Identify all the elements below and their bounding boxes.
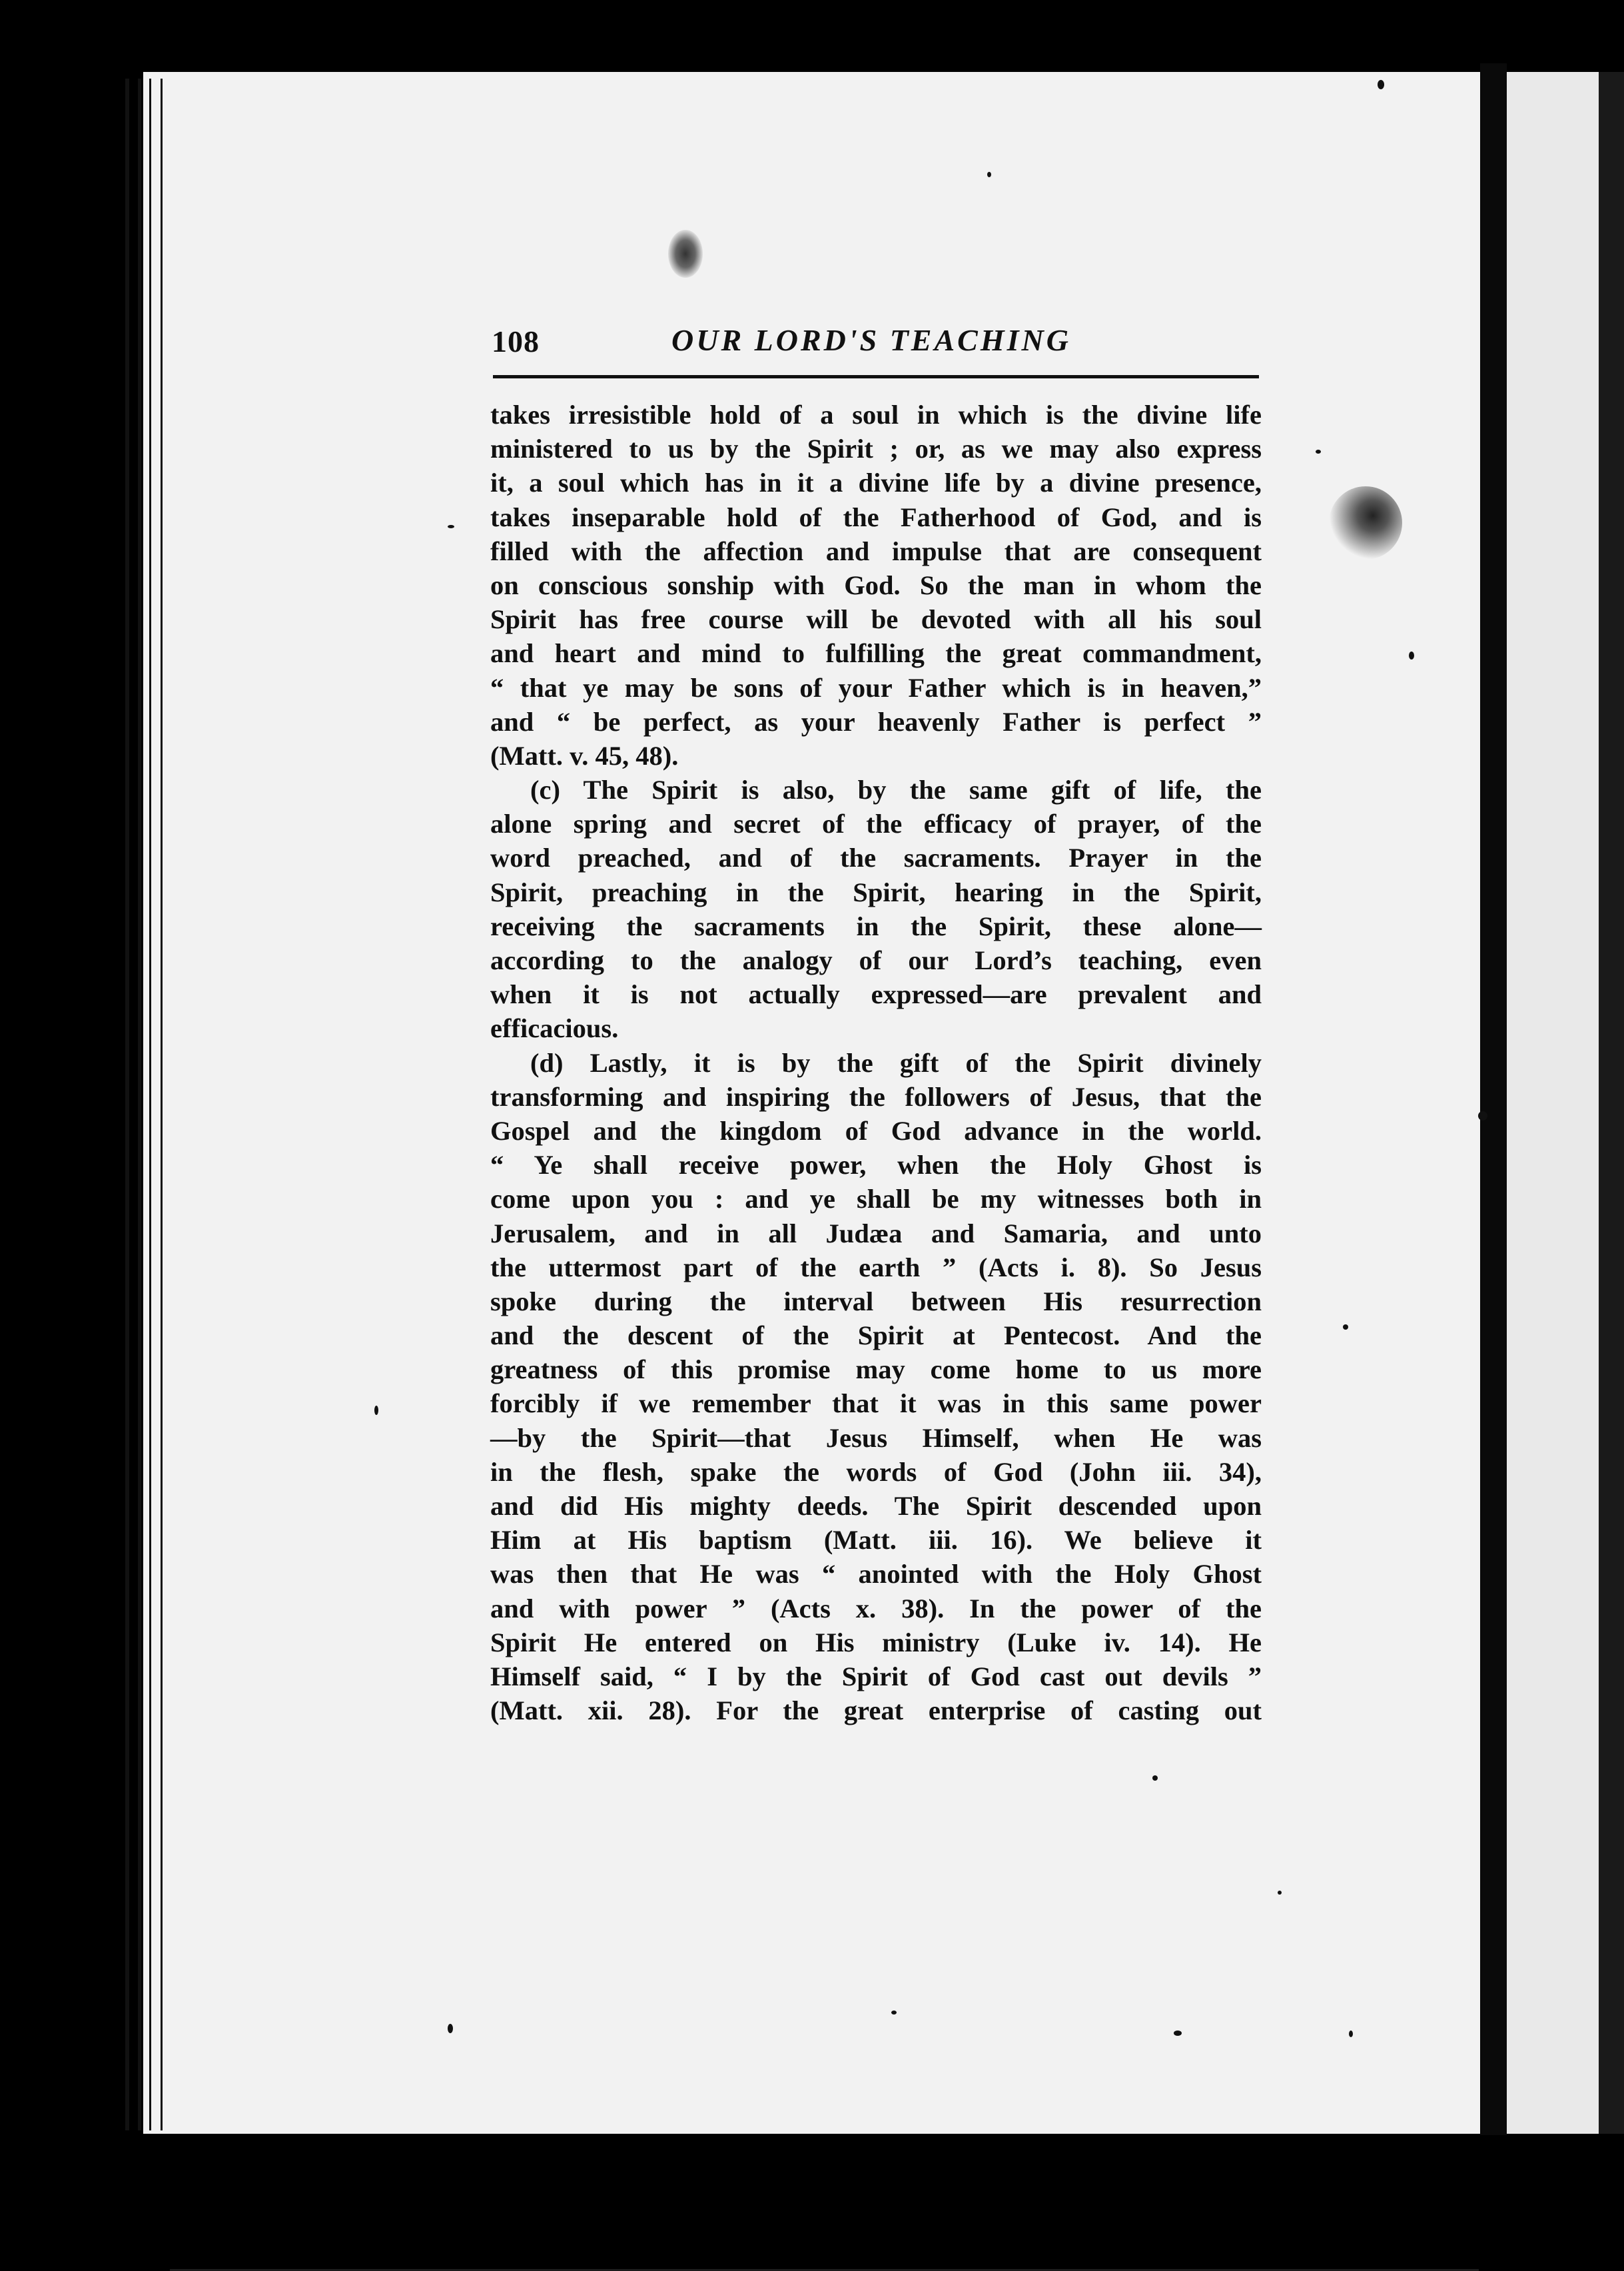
binding-edge-line bbox=[125, 79, 129, 2130]
running-title: OUR LORD'S TEACHING bbox=[671, 323, 1071, 357]
text-line: takes irresistible hold of a soul in which is the divine life bbox=[490, 400, 1262, 430]
speck bbox=[1174, 2031, 1182, 2036]
text-line: takes inseparable hold of the Fatherhood of God, and is bbox=[490, 502, 1262, 532]
page-right-border bbox=[1480, 63, 1507, 2135]
text-line: when it is not actually expressed—are prevalent and bbox=[490, 979, 1262, 1010]
text-line: “ Ye shall receive power, when the Holy Ghost is bbox=[490, 1150, 1262, 1180]
text-line: (d) Lastly, it is by the gift of the Spirit divinely bbox=[530, 1047, 1262, 1078]
speck bbox=[1378, 80, 1384, 89]
text-line: Spirit, preaching in the Spirit, hearing in the Spirit, bbox=[490, 877, 1262, 907]
facing-page-strip bbox=[1507, 72, 1607, 2134]
text-line: according to the analogy of our Lord’s teaching, even bbox=[490, 945, 1262, 975]
text-line: on conscious sonship with God. So the man in whom the bbox=[490, 570, 1262, 600]
binding-edge-line bbox=[149, 79, 151, 2130]
text-line: Spirit has free course will be devoted with all his soul bbox=[490, 604, 1262, 635]
text-line: efficacious. bbox=[490, 1013, 619, 1044]
speck bbox=[1152, 1775, 1158, 1781]
text-line: transforming and inspiring the followers of Jesus, that the bbox=[490, 1081, 1262, 1112]
header-rule bbox=[493, 375, 1259, 378]
text-line: Spirit He entered on His ministry (Luke iv. 14). He bbox=[490, 1627, 1262, 1657]
speck bbox=[1278, 1891, 1282, 1895]
text-line: receiving the sacraments in the Spirit, these alone— bbox=[490, 911, 1262, 941]
page-header bbox=[492, 318, 1259, 372]
body-text bbox=[490, 398, 1262, 1727]
speck bbox=[1316, 450, 1321, 454]
text-line: ministered to us by the Spirit ; or, as we may also express bbox=[490, 434, 1262, 464]
binding-edge-line bbox=[138, 79, 141, 2130]
text-line: spoke during the interval between His resurrection bbox=[490, 1286, 1262, 1316]
text-line: forcibly if we remember that it was in this same power bbox=[490, 1388, 1262, 1419]
text-line: and did His mighty deeds. The Spirit descended upon bbox=[490, 1491, 1262, 1521]
text-line: was then that He was “ anointed with the Holy Ghost bbox=[490, 1559, 1262, 1590]
speck bbox=[987, 172, 991, 177]
text-line: and the descent of the Spirit at Pentecost. And the bbox=[490, 1320, 1262, 1351]
text-line: in the flesh, spake the words of God (John iii. 34), bbox=[490, 1456, 1262, 1487]
speck bbox=[1409, 652, 1414, 660]
text-line: (Matt. v. 45, 48). bbox=[490, 740, 679, 771]
text-line: and “ be perfect, as your heavenly Father is perfect ” bbox=[490, 706, 1262, 737]
text-line: Gospel and the kingdom of God advance in the world. bbox=[490, 1115, 1262, 1146]
text-line: it, a soul which has in it a divine life by a divine presence, bbox=[490, 468, 1262, 498]
speck bbox=[1349, 2031, 1353, 2037]
text-line: —by the Spirit—that Jesus Himself, when He was bbox=[490, 1422, 1262, 1453]
text-line: (c) The Spirit is also, by the same gift of life, the bbox=[530, 775, 1262, 805]
text-line: alone spring and secret of the efficacy of prayer, of the bbox=[490, 809, 1262, 839]
text-line: Jerusalem, and in all Judæa and Samaria, and unto bbox=[490, 1218, 1262, 1248]
speck bbox=[1478, 1111, 1487, 1121]
facing-page-shade bbox=[1599, 72, 1624, 2134]
text-line: Himself said, “ I by the Spirit of God cast out devils ” bbox=[490, 1661, 1262, 1691]
scan-blur-spot bbox=[668, 230, 703, 278]
binding-edge-line bbox=[161, 79, 163, 2130]
text-line: the uttermost part of the earth ” (Acts i. 8). So Jesus bbox=[490, 1252, 1262, 1282]
text-line: word preached, and of the sacraments. Prayer in the bbox=[490, 843, 1262, 873]
speck bbox=[1343, 1324, 1348, 1330]
text-line: “ that ye may be sons of your Father which is in heaven,” bbox=[490, 672, 1262, 703]
ink-blot bbox=[1329, 486, 1402, 560]
text-line: greatness of this promise may come home to us more bbox=[490, 1354, 1262, 1385]
text-line: (Matt. xii. 28). For the great enterprise of casting out bbox=[490, 1695, 1262, 1726]
speck bbox=[448, 525, 454, 528]
text-line: and heart and mind to fulfilling the great commandment, bbox=[490, 638, 1262, 669]
speck bbox=[891, 2011, 897, 2015]
speck bbox=[448, 2024, 453, 2033]
text-line: filled with the affection and impulse that are consequent bbox=[490, 536, 1262, 566]
speck bbox=[374, 1406, 378, 1415]
text-line: Him at His baptism (Matt. iii. 16). We believe it bbox=[490, 1525, 1262, 1556]
text-line: come upon you : and ye shall be my witnesses both in bbox=[490, 1184, 1262, 1214]
page-number: 108 bbox=[492, 324, 540, 358]
text-line: and with power ” (Acts x. 38). In the power of the bbox=[490, 1593, 1262, 1623]
